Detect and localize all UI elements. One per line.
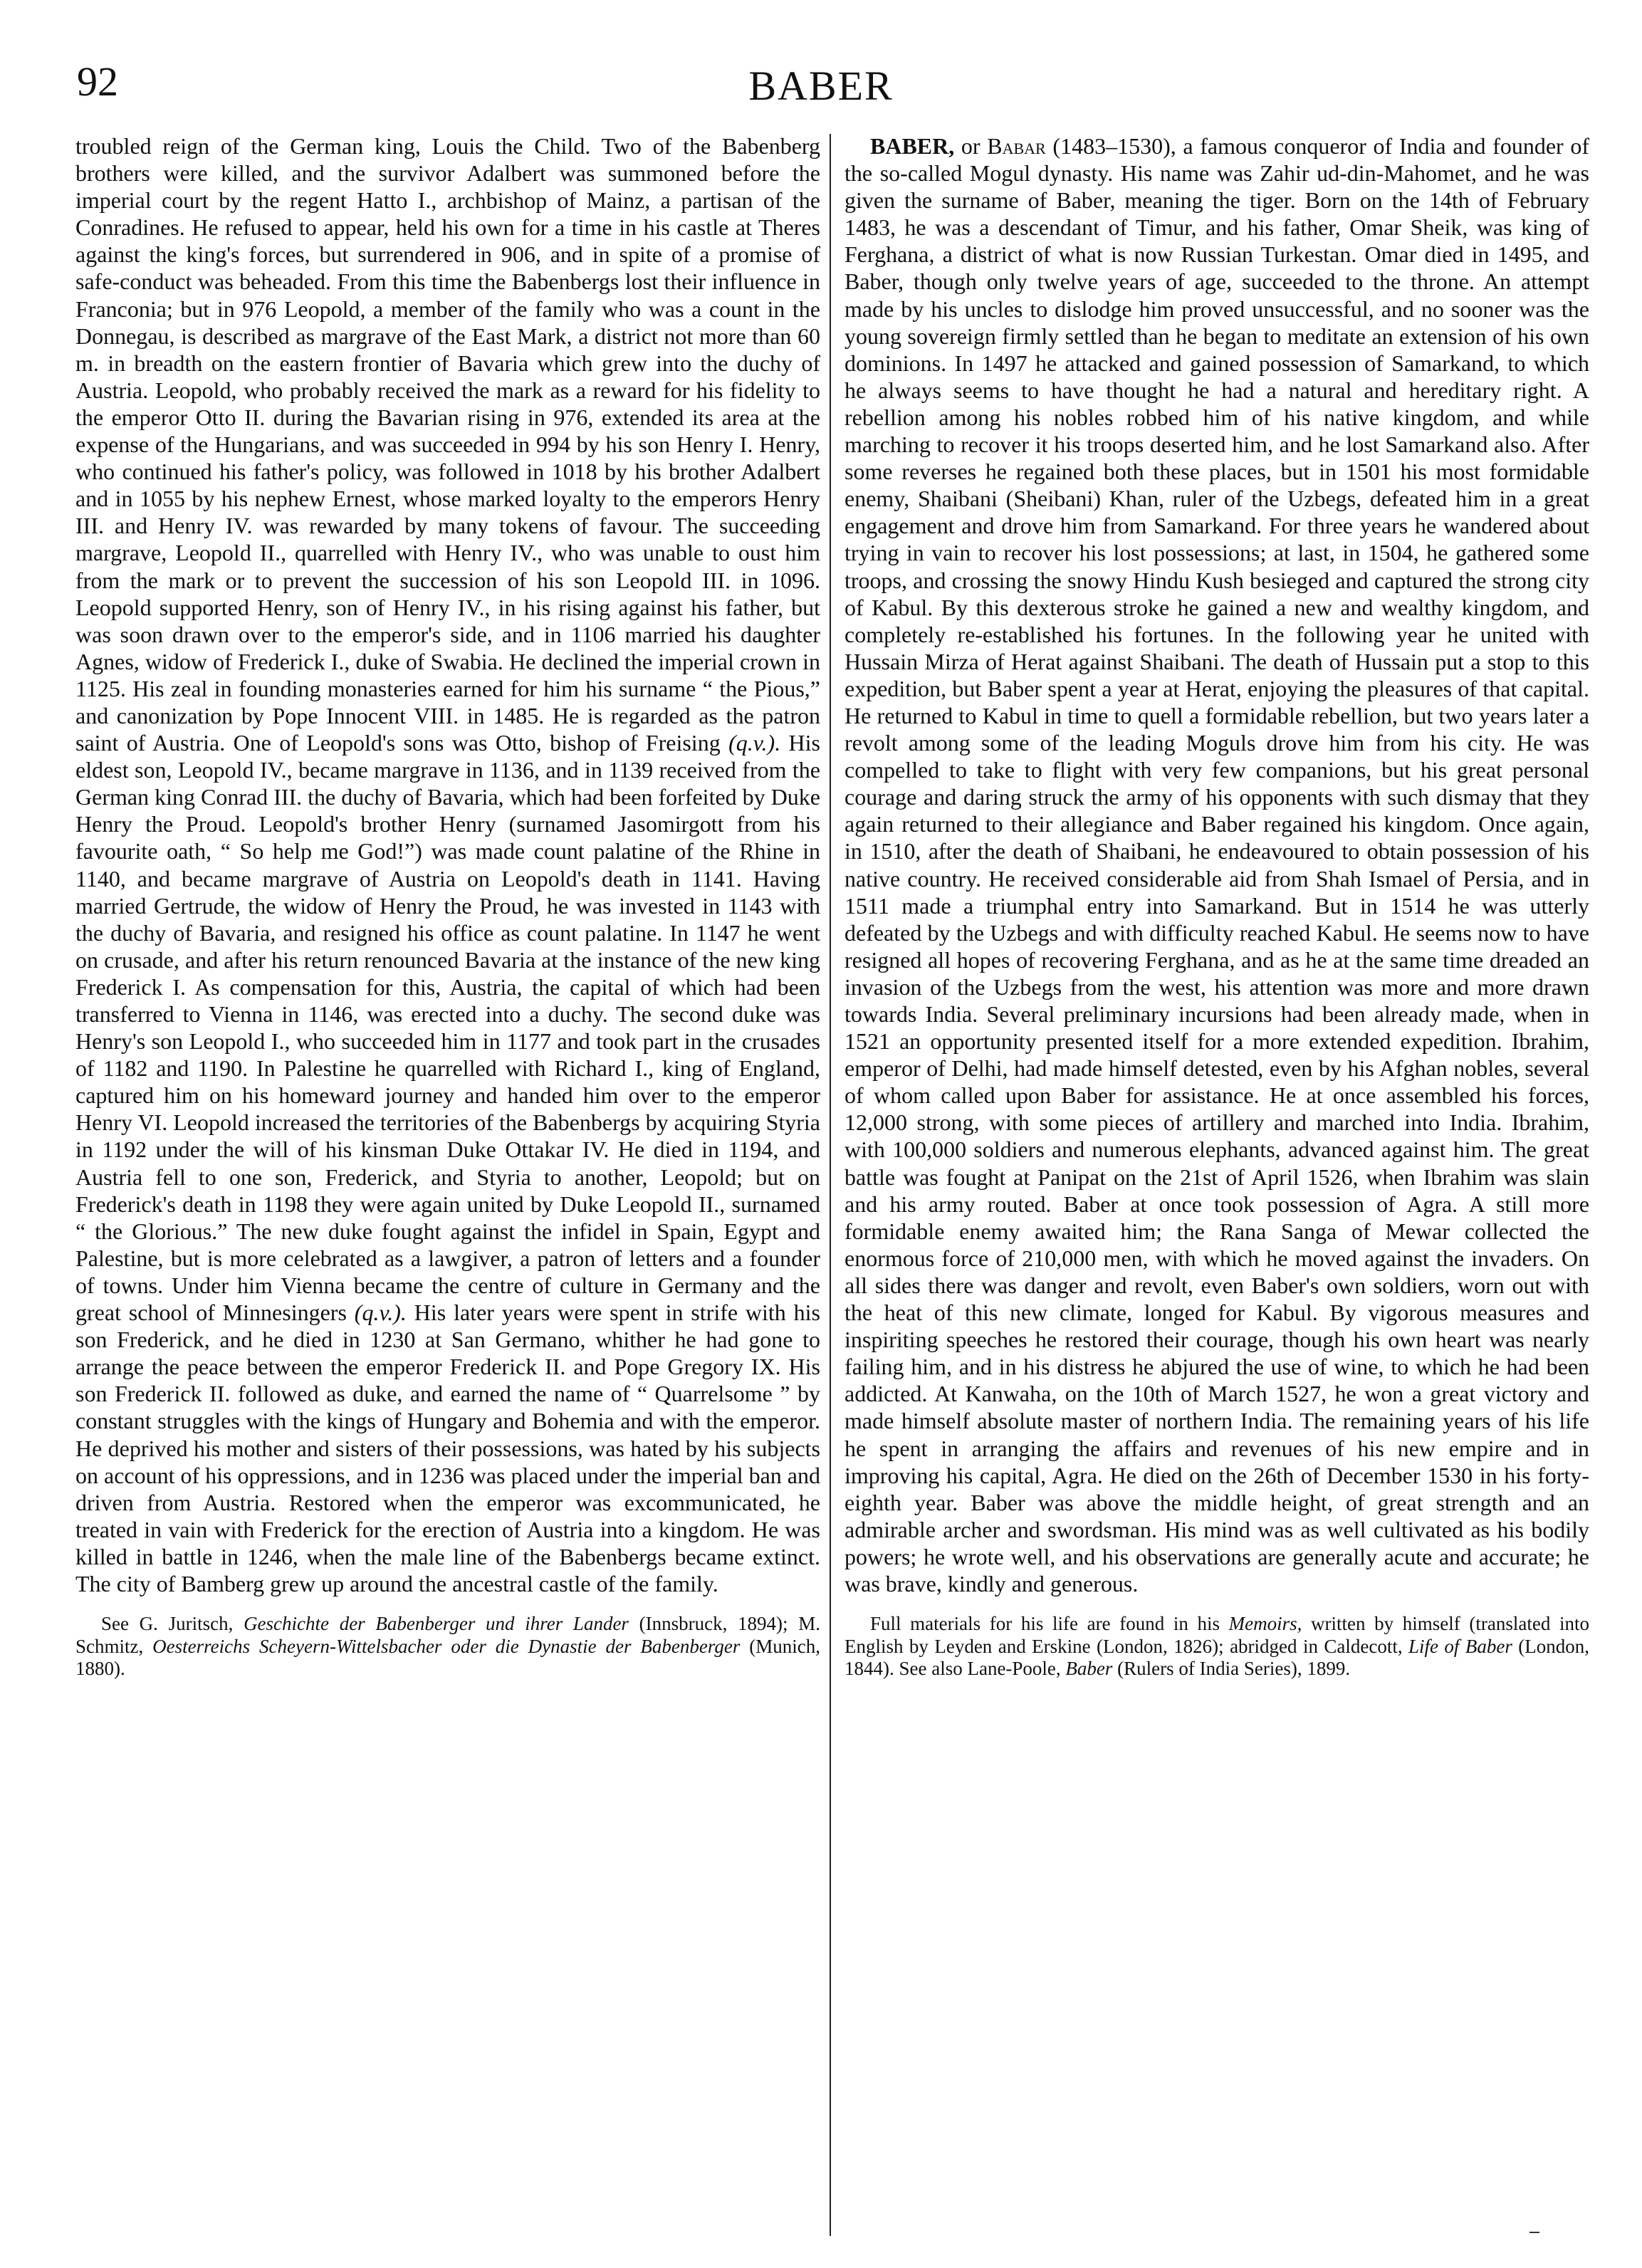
ref-mid: (Innsbruck, 1894); M. Schmitz, — [75, 1613, 820, 1657]
ref-title-lane-poole: Baber — [1065, 1658, 1113, 1680]
ref-end: (Munich, 1880). — [75, 1635, 820, 1680]
baber-article — [844, 132, 1589, 1597]
end-mark — [1529, 2232, 1539, 2233]
right-column — [844, 132, 1589, 1681]
page-title: BABER — [748, 63, 894, 109]
babenberg-article-continuation — [75, 132, 820, 1597]
cross-reference-minnesingers: (q.v.). — [354, 1300, 407, 1326]
ref-title-juritsch: Geschichte der Babenberger und ihrer Lander — [244, 1613, 629, 1635]
ref-mid-2: (London, 1844). See also Lane-Poole, — [844, 1635, 1589, 1680]
alt-name-intro: or — [954, 133, 988, 159]
babenberg-text-part-2: His eldest son, Leopold IV., became margrave in 1136, and in 1139 received from the German king Conrad III. the duchy of Bavaria, which had been forfeited by Duke Henry the Proud. Leopold's brother Henry (surnamed Jasomirgott from his favourite oath, “ So help me God!”) was made count palatine of the Rhine in 1140, and became margrave of Austria on Leopold's death in 1141. Having married Gertrude, the widow of Henry the Proud, he was invested in 1143 with the duchy of Bavaria, and resigned his office as count palatine. In 1147 he went on crusade, and after his return renounced Bavaria at the instance of the new king Frederick I. As compensation for this, Austria, the capital of which had been transferred to Vienna in 1146, was erected into a duchy. The second duke was Henry's son Leopold I., who succeeded him in 1177 and took part in the crusades of 1182 and 1190. In Palestine he quarrelled with Richard I., king of England, captured him on his homeward journey and handed him over to the emperor Henry VI. Leopold increased the territories of the Babenbergs by acquiring Styria in 1192 under the will of his kinsman Duke Ottakar IV. He died in 1194, and Austria fell to one son, Frederick, and Styria to another, Leopold; but on Frederick's death in 1198 they were again united by Duke Leopold II., surnamed “ the Glorious.” The new duke fought against the infidel in Spain, Egypt and Palestine, but is more celebrated as a lawgiver, a patron of letters and a founder of towns. Under him Vienna became the centre of culture in Germany and the great school of Minnesingers — [75, 730, 821, 1326]
ref-title-caldecott: Life of Baber — [1408, 1635, 1512, 1657]
ref-intro: Full materials for his life are found in his — [870, 1613, 1229, 1635]
ref-title-memoirs: Memoirs, — [1228, 1613, 1302, 1635]
baber-article-body: (1483–1530), a famous conqueror of India and founder of the so-called Mogul dynasty. His name was Zahir ud-din-Mahomet, and he was given the surname of Baber, meaning the tiger. Born on the 14th of February 1483, he was a descendant of Timur, and his father, Omar Sheik, was king of Ferghana, a district of what is now Russian Turkestan. Omar died in 1495, and Baber, though only twelve years of age, succeeded to the throne. An attempt made by his uncles to dislodge him proved unsuccessful, and no sooner was the young sovereign firmly settled than he began to meditate an extension of his own dominions. In 1497 he attacked and gained possession of Samarkand, to which he always seems to have thought he had a natural and hereditary right. A rebellion among his nobles robbed him of his native kingdom, and while marching to recover it his troops deserted him, and he lost Samarkand also. After some reverses he regained both these places, but in 1501 his most formidable enemy, Shaibani (Sheibani) Khan, ruler of the Uzbegs, defeated him in a great engagement and drove him from Samarkand. For three years he wandered about trying in vain to recover his lost possessions; at last, in 1504, he gathered some troops, and crossing the snowy Hindu Kush besieged and captured the strong city of Kabul. By this dexterous stroke he gained a new and wealthy kingdom, and completely re-established his fortunes. In the following year he united with Hussain Mirza of Herat against Shaibani. The death of Hussain put a stop to this expedition, but Baber spent a year at Herat, enjoying the pleasures of that capital. He returned to Kabul in time to quell a formidable rebellion, but two years later a revolt among some of the leading Moguls drove him from his city. He was compelled to take to flight with very few companions, but his great personal courage and daring struck the army of his opponents with such dismay that they again returned to their allegiance and Baber regained his kingdom. Once again, in 1510, after the death of Shaibani, he endeavoured to obtain possession of his native country. He received considerable aid from Shah Ismael of Persia, and in 1511 made a triumphal entry into Samarkand. But in 1514 he was utterly defeated by the Uzbegs and with difficulty reached Kabul. He seems now to have resigned all hopes of recovering Ferghana, and as he at the same time dreaded an invasion of the Uzbegs from the west, his attention was more and more drawn towards India. Several preliminary incursions had been already made, when in 1521 an opportunity presented itself for a more extended expedition. Ibrahim, emperor of Delhi, had made himself detested, even by his Afghan nobles, several of whom called upon Baber for assistance. He at once assembled his forces, 12,000 strong, with some pieces of artillery and marched into India. Ibrahim, with 100,000 soldiers and numerous elephants, advanced against him. The great battle was fought at Panipat on the 21st of April 1526, when Ibrahim was slain and his army routed. Baber at once took possession of Agra. A still more formidable enemy awaited him; the Rana Sanga of Mewar collected the enormous force of 210,000 men, with which he moved against the invaders. On all sides there was danger and revolt, even Baber's own soldiers, worn out with the heat of this new climate, longed for Kabul. By vigorous measures and inspiriting speeches he restored their courage, though his own heart was nearly failing him, and in his distress he abjured the use of wine, to which he had been addicted. At Kanwaha, on the 10th of March 1527, he won a great victory and made himself absolute master of northern India. The remaining years of his life he spent in arranging the affairs and revenues of his new empire and in improving his capital, Agra. He died on the 26th of December 1530 in his forty-eighth year. Baber was above the middle height, of great strength and an admirable archer and swordsman. His mind was as well cultivated as his bodily powers; he wrote well, and his observations are generally acute and accurate; he was brave, kindly and generous. — [844, 133, 1590, 1597]
babenberg-references — [75, 1613, 820, 1681]
ref-title-schmitz: Oesterreichs Scheyern-Wittelsbacher oder die Dynastie der Babenberger — [152, 1635, 741, 1657]
left-column — [75, 132, 820, 1681]
ref-end: (Rulers of India Series), 1899. — [1112, 1658, 1351, 1680]
cross-reference-freising: (q.v.). — [728, 730, 781, 756]
alt-name: Babar — [987, 133, 1046, 159]
page-number: 92 — [77, 58, 118, 105]
babenberg-text-part-3: His later years were spent in strife with his son Frederick, and he died in 1230 at San Germano, whither he had gone to arrange the peace between the emperor Frederick II. and Pope Gregory IX. His son Frederick II. followed as duke, and earned the name of “ Quarrelsome ” by constant struggles with the kings of Hungary and Bohemia and with the emperor. He deprived his mother and sisters of their possessions, was hated by his subjects on account of his oppressions, and in 1236 was placed under the imperial ban and driven from Austria. Restored when the emperor was excommunicated, he treated in vain with Frederick for the erection of Austria into a kingdom. He was killed in battle in 1246, when the male line of the Babenbergs became extinct. The city of Bamberg grew up around the ancestral castle of the family. — [75, 1300, 821, 1597]
baber-references — [844, 1613, 1589, 1681]
ref-intro: See G. Juritsch, — [101, 1613, 244, 1635]
ref-mid: written by himself (translated into English by Leyden and Erskine (London, 1826); abridged in Caldecott, — [844, 1613, 1589, 1657]
article-headword: BABER, — [870, 133, 955, 159]
column-divider — [830, 134, 831, 2236]
babenberg-text-part-1: troubled reign of the German king, Louis the Child. Two of the Babenberg brothers were killed, and the survivor Adalbert was summoned before the imperial court by the regent Hatto I., archbishop of Mainz, a partisan of the Conradines. He refused to appear, held his own for a time in his castle at Theres against the king's forces, but surrendered in 906, and in spite of a promise of safe-conduct was beheaded. From this time the Babenbergs lost their influence in Franconia; but in 976 Leopold, a member of the family who was a count in the Donnegau, is described as margrave of the East Mark, a district not more than 60 m. in breadth on the eastern frontier of Bavaria which grew into the duchy of Austria. Leopold, who probably received the mark as a reward for his fidelity to the emperor Otto II. during the Bavarian rising in 976, extended its area at the expense of the Hungarians, and was succeeded in 994 by his son Henry I. Henry, who continued his father's policy, was followed in 1018 by his brother Adalbert and in 1055 by his nephew Ernest, whose marked loyalty to the emperors Henry III. and Henry IV. was rewarded by many tokens of favour. The succeeding margrave, Leopold II., quarrelled with Henry IV., who was unable to oust him from the mark or to prevent the succession of his son Leopold III. in 1096. Leopold supported Henry, son of Henry IV., in his rising against his father, but was soon drawn over to the emperor's side, and in 1106 married his daughter Agnes, widow of Frederick I., duke of Swabia. He declined the imperial crown in 1125. His zeal in founding monasteries earned for him his surname “ the Pious,” and canonization by Pope Innocent VIII. in 1485. He is regarded as the patron saint of Austria. One of Leopold's sons was Otto, bishop of Freising — [75, 133, 820, 756]
